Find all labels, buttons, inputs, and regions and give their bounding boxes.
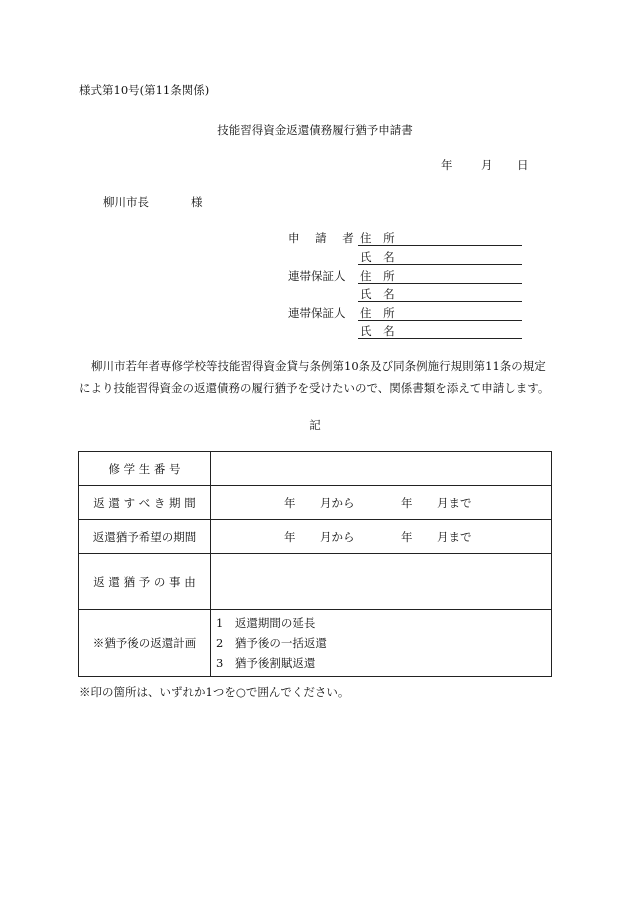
- guarantor2-address-label: 住 所: [360, 306, 399, 320]
- applicant-address-label: 住 所: [360, 231, 399, 245]
- repay-period-until-year: 年: [401, 495, 413, 510]
- row-repay-period: [79, 486, 552, 520]
- student-number-label: 修 学 生 番 号: [79, 452, 211, 486]
- application-text: [79, 355, 559, 399]
- guarantor1-name-line: [358, 301, 522, 302]
- deferral-period-until-year: 年: [401, 529, 413, 544]
- row-deferral-period: [79, 520, 552, 554]
- plan-option-1[interactable]: 1 返還期間の延長: [216, 616, 316, 630]
- date-month: 月: [481, 158, 493, 172]
- guarantor2-label: 連帯保証人: [288, 306, 346, 320]
- addressee-name: 柳川市長: [103, 195, 149, 209]
- repay-period-label: 返 還 す べ き 期 間: [79, 486, 211, 520]
- reason-field[interactable]: [211, 554, 552, 610]
- date-day: 日: [517, 158, 529, 172]
- applicant-label: 申 請 者: [288, 231, 360, 245]
- application-text-line-1: 柳川市若年者専修学校等技能習得資金貸与条例第10条及び同条例施行規則第11条の規定: [91, 359, 546, 373]
- student-number-field[interactable]: [211, 452, 552, 486]
- repay-period-from-month: 月から: [320, 495, 355, 510]
- date-line: [441, 157, 529, 173]
- guarantor1-name-label: 氏 名: [360, 287, 399, 301]
- guarantor1-address-label: 住 所: [360, 269, 399, 283]
- plan-option-3[interactable]: 3 猶予後割賦返還: [216, 656, 316, 670]
- date-year: 年: [441, 158, 453, 172]
- applicant-address-line: [358, 245, 522, 246]
- document-title: 技能習得資金返還債務履行猶予申請書: [217, 123, 413, 137]
- guarantor1-address-line: [358, 283, 522, 284]
- application-text-line-2: により技能習得資金の返還債務の履行猶予を受けたいので、関係書類を添えて申請します。: [79, 381, 550, 395]
- addressee-honorific: 様: [191, 195, 203, 209]
- deferral-period-field[interactable]: [211, 520, 552, 554]
- application-table: [78, 451, 552, 677]
- deferral-period-from-year: 年: [284, 529, 296, 544]
- plan-option-2[interactable]: 2 猶予後の一括返還: [216, 636, 327, 650]
- row-plan: [79, 610, 552, 677]
- deferral-period-until-month: 月まで: [437, 529, 472, 544]
- addressee: [103, 194, 203, 210]
- deferral-period-label: 返還猶予希望の期間: [79, 520, 211, 554]
- ki-heading: 記: [309, 418, 321, 432]
- applicant-name-label: 氏 名: [360, 250, 399, 264]
- guarantor1-label: 連帯保証人: [288, 269, 346, 283]
- row-reason: [79, 554, 552, 610]
- repay-period-until-month: 月まで: [437, 495, 472, 510]
- reason-label: 返 還 猶 予 の 事 由: [79, 554, 211, 610]
- footnote: ※印の箇所は、いずれか1つを○で囲んでください。: [79, 685, 350, 699]
- plan-field[interactable]: [211, 610, 552, 677]
- plan-label: ※猶予後の返還計画: [79, 610, 211, 677]
- guarantor2-name-line: [358, 338, 522, 339]
- applicant-name-line: [358, 264, 522, 265]
- repay-period-field[interactable]: [211, 486, 552, 520]
- guarantor2-name-label: 氏 名: [360, 324, 399, 338]
- deferral-period-from-month: 月から: [320, 529, 355, 544]
- repay-period-from-year: 年: [284, 495, 296, 510]
- row-student-number: [79, 452, 552, 486]
- form-number: 様式第10号(第11条関係): [79, 83, 210, 97]
- guarantor2-address-line: [358, 320, 522, 321]
